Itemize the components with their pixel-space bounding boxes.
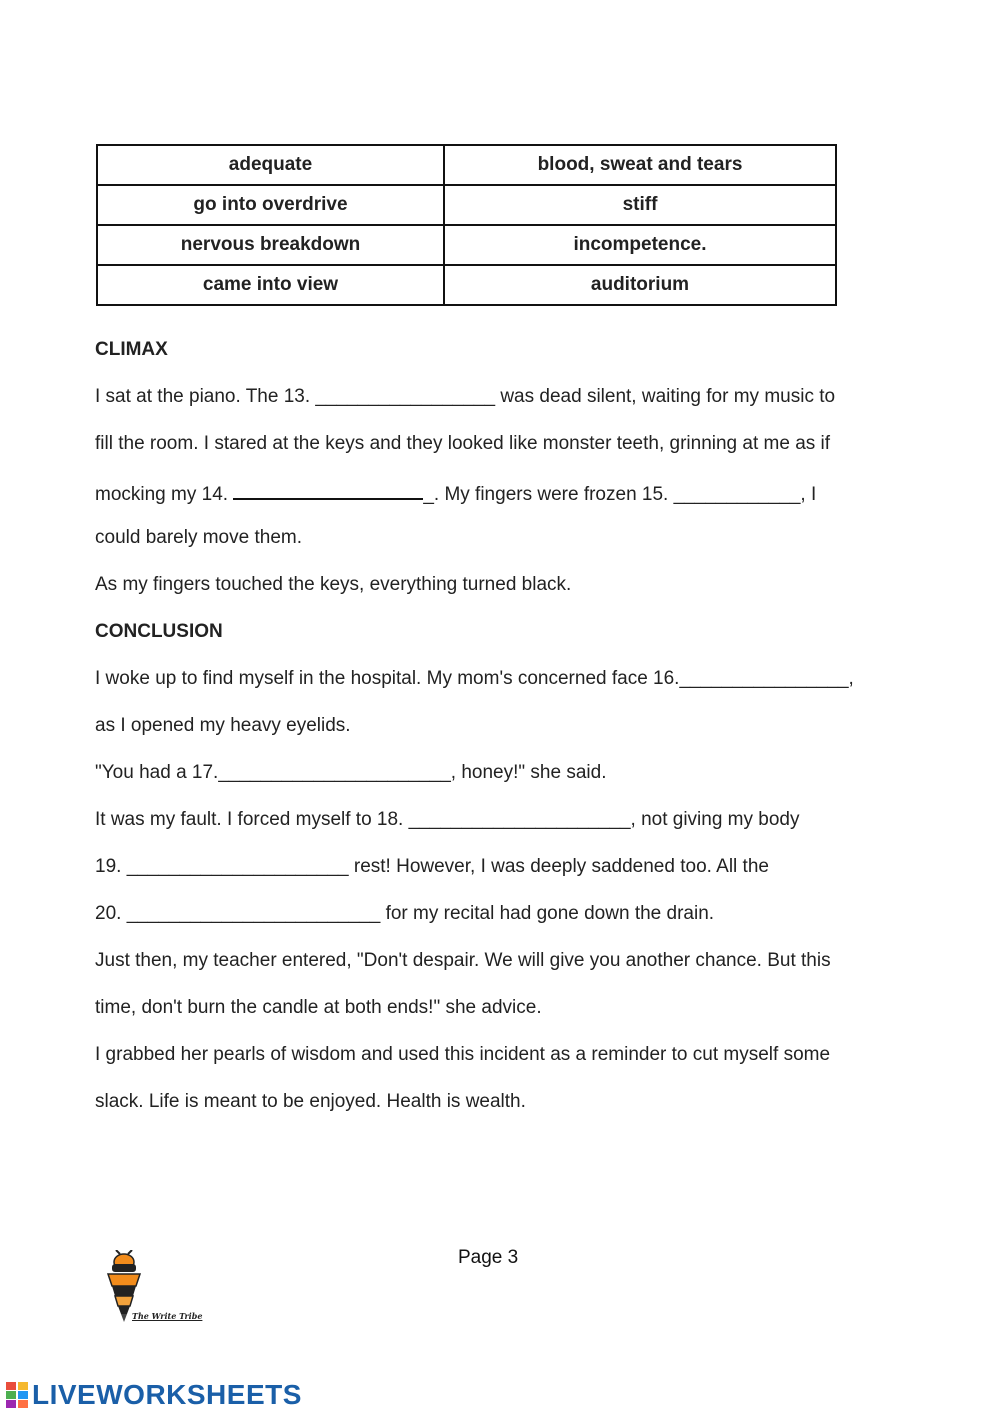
climax-line-3-suffix: _. My fingers were frozen 15. ____________, I — [423, 484, 817, 505]
logo-text: The Write Tribe — [132, 1311, 203, 1321]
liveworksheets-brand — [6, 1378, 302, 1412]
conclusion-line-10: slack. Life is meant to be enjoyed. Health is wealth. — [95, 1091, 526, 1112]
climax-line-2: fill the room. I stared at the keys and they looked like monster teeth, grinning at me as if — [95, 433, 831, 454]
climax-line-1: I sat at the piano. The 13. _________________ was dead silent, waiting for my music to — [95, 386, 836, 407]
table-row — [97, 265, 836, 305]
climax-line-4: could barely move them. — [95, 527, 302, 548]
blank-14-underline — [233, 480, 423, 500]
conclusion-line-9: I grabbed her pearls of wisdom and used this incident as a reminder to cut myself some — [95, 1044, 831, 1065]
table-cell: came into view — [97, 265, 444, 305]
climax-line-5: As my fingers touched the keys, everything turned black. — [95, 574, 572, 595]
conclusion-line-3: "You had a 17.______________________, honey!" she said. — [95, 762, 607, 783]
conclusion-line-6: 20. ________________________ for my recital had gone down the drain. — [95, 903, 715, 924]
conclusion-line-2: as I opened my heavy eyelids. — [95, 715, 351, 736]
table-row — [97, 185, 836, 225]
conclusion-heading: CONCLUSION — [95, 621, 223, 642]
vocabulary-word-table — [96, 144, 837, 306]
table-cell: adequate — [97, 145, 444, 185]
conclusion-line-7: Just then, my teacher entered, "Don't despair. We will give you another chance. But this — [95, 950, 831, 971]
table-cell: stiff — [444, 185, 836, 225]
conclusion-line-4: It was my fault. I forced myself to 18. _____________________, not giving my body — [95, 809, 800, 830]
table-row — [97, 225, 836, 265]
brand-name: LIVEWORKSHEETS — [32, 1379, 302, 1410]
table-cell: blood, sweat and tears — [444, 145, 836, 185]
conclusion-line-1: I woke up to find myself in the hospital. My mom's concerned face 16.________________, — [95, 668, 854, 689]
climax-heading: CLIMAX — [95, 339, 168, 360]
page-number: Page 3 — [458, 1247, 519, 1268]
table-cell: nervous breakdown — [97, 225, 444, 265]
climax-line-3 — [95, 480, 816, 506]
conclusion-line-8: time, don't burn the candle at both ends!" she advice. — [95, 997, 542, 1018]
table-cell: go into overdrive — [97, 185, 444, 225]
conclusion-line-5: 19. _____________________ rest! However, I was deeply saddened too. All the — [95, 856, 769, 877]
climax-line-3-prefix: mocking my 14. — [95, 484, 234, 505]
table-row — [97, 145, 836, 185]
liveworksheets-logo-icon — [6, 1382, 28, 1408]
table-cell: auditorium — [444, 265, 836, 305]
table-cell: incompetence. — [444, 225, 836, 265]
